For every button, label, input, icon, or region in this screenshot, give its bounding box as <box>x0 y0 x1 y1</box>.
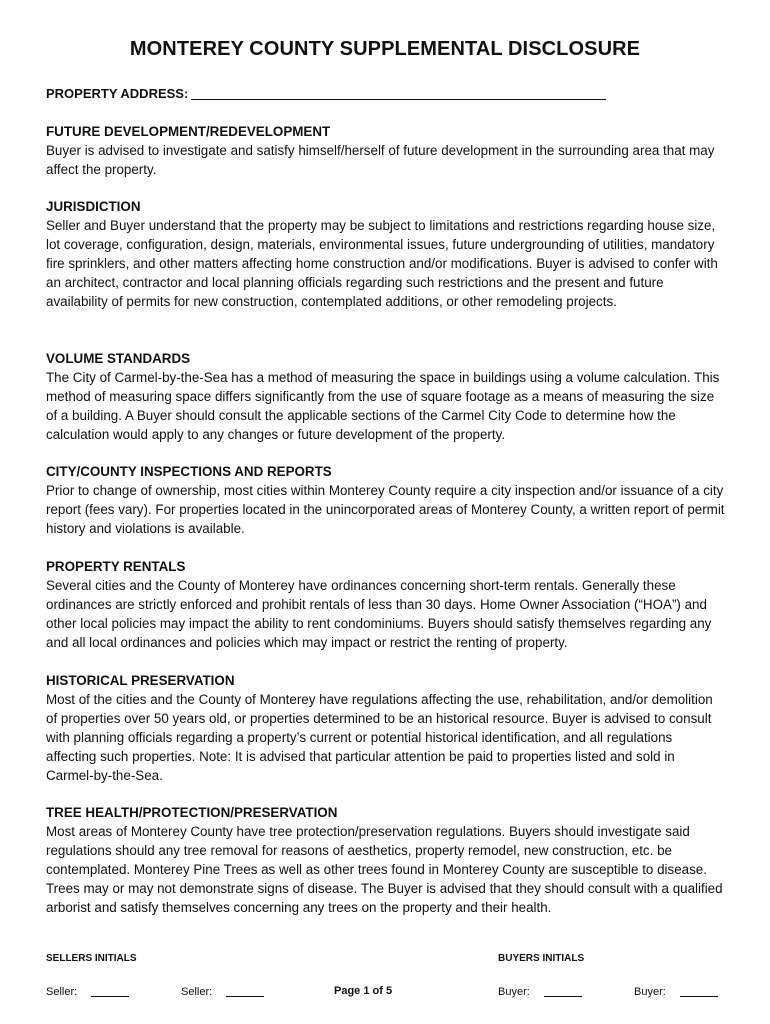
section-body: Prior to change of ownership, most cities within Monterey County require a city inspection and/or issuance of a city report (fees vary). For properties located in the unincorporated areas of Monterey County, a written report of permit history and violations is available. <box>46 483 725 536</box>
section-volume-standards <box>46 349 726 444</box>
section-inspections-reports <box>46 462 726 538</box>
section-body: Several cities and the County of Monterey have ordinances concerning short-term rentals. Generally these ordinances are strictly enforced and prohibit rentals of less than 30 days. Home Owner Association (“HOA”) and other local policies may impact the ability to rent condominiums. Buyers should satisfy themselves regarding any and all local ordinances and policies which may impact or restrict the renting of property. <box>46 578 712 650</box>
section-property-rentals <box>46 557 726 652</box>
buyer-initial-2 <box>634 985 718 998</box>
page-title: MONTEREY COUNTY SUPPLEMENTAL DISCLOSURE <box>129 38 641 60</box>
buyers-initials-label: BUYERS INITIALS <box>498 953 585 964</box>
section-body: Seller and Buyer understand that the property may be subject to limitations and restrictions regarding house size, lot coverage, configuration, design, materials, environmental issues, future undergrounding of utilities, mandatory fire sprinklers, and other matters affecting home construction and/or modifications. Buyer is advised to confer with an architect, contractor and local planning officials regarding such restrictions and the present and future availability of permits for new construction, contemplated additions, or other remodeling projects. <box>46 218 718 309</box>
buyer-initial-1 <box>498 985 582 998</box>
seller-label: Seller: <box>181 986 213 998</box>
seller-initial-field-2[interactable] <box>226 985 264 997</box>
page-number: Page 1 of 5 <box>334 985 393 997</box>
section-heading: PROPERTY RENTALS <box>46 559 186 574</box>
property-address-row <box>46 86 606 101</box>
seller-initial-2 <box>181 985 264 998</box>
buyer-label: Buyer: <box>498 986 530 998</box>
section-heading: JURISDICTION <box>46 199 141 214</box>
section-body: The City of Carmel-by-the-Sea has a method of measuring the space in buildings using a volume calculation. This method of measuring space differs significantly from the use of square footage as a means of measuring the size of a building. A Buyer should consult the applicable sections of the Carmel City Code to determine how the calculation would apply to any changes or future development of the property. <box>46 370 720 442</box>
section-tree-health <box>46 803 726 917</box>
seller-label: Seller: <box>46 986 78 998</box>
section-body: Most areas of Monterey County have tree protection/preservation regulations. Buyers should investigate said regulations should any tree removal for reasons of aesthetics, property remodel, new construction, etc. be contemplated. Monterey Pine Trees as well as other trees found in Monterey County are susceptible to disease. Trees may or may not demonstrate signs of disease. The Buyer is advised that they should consult with a qualified arborist and satisfy themselves concerning any trees on the property and their health. <box>46 824 723 915</box>
section-heading: HISTORICAL PRESERVATION <box>46 673 235 688</box>
property-address-field[interactable] <box>191 86 606 100</box>
section-future-development <box>46 122 726 179</box>
property-address-label: PROPERTY ADDRESS: <box>46 86 189 101</box>
seller-initial-1 <box>46 985 129 998</box>
sellers-initials-label: SELLERS INITIALS <box>46 953 137 964</box>
section-heading: FUTURE DEVELOPMENT/REDEVELOPMENT <box>46 124 331 139</box>
seller-initial-field-1[interactable] <box>91 985 129 997</box>
buyer-label: Buyer: <box>634 986 666 998</box>
section-jurisdiction <box>46 197 726 311</box>
buyer-initial-field-2[interactable] <box>680 985 718 997</box>
section-heading: VOLUME STANDARDS <box>46 351 191 366</box>
buyer-initial-field-1[interactable] <box>544 985 582 997</box>
section-body: Most of the cities and the County of Monterey have regulations affecting the use, rehabilitation, and/or demolition of properties over 50 years old, or properties determined to be an historical resource. Buyer is advised to consult with planning officials regarding a property’s current or potential historical identification, and all regulations affecting such properties. Note: It is advised that particular attention be paid to properties listed and sold in Carmel-by-the-Sea. <box>46 692 713 783</box>
section-body: Buyer is advised to investigate and satisfy himself/herself of future development in the surrounding area that may affect the property. <box>46 143 715 177</box>
section-heading: TREE HEALTH/PROTECTION/PRESERVATION <box>46 805 338 820</box>
section-heading: CITY/COUNTY INSPECTIONS AND REPORTS <box>46 464 332 479</box>
section-historical-preservation <box>46 671 726 785</box>
